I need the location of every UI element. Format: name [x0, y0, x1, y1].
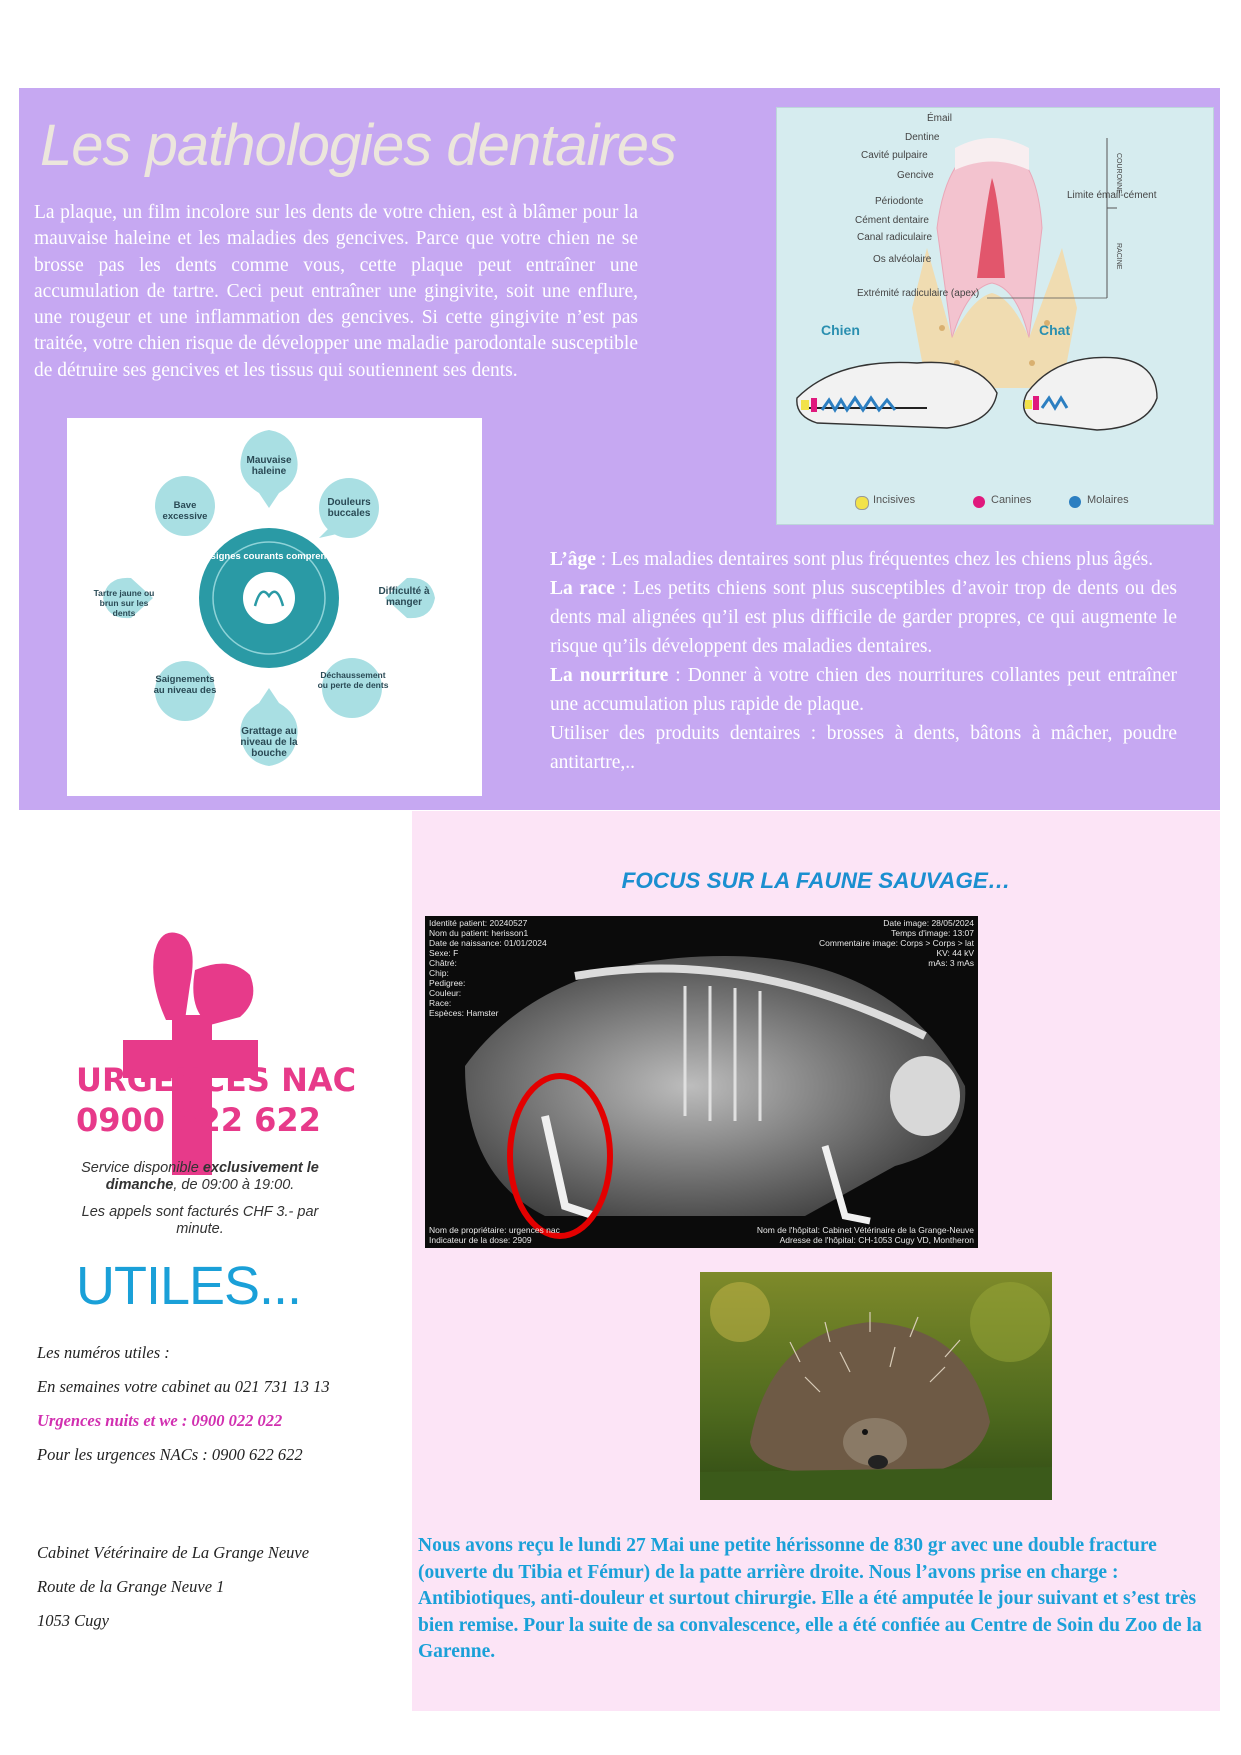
sign-douleurs-buccales: Douleurs buccales — [327, 497, 371, 519]
label-chat: Chat — [1039, 322, 1071, 338]
legend-canines-icon — [973, 496, 985, 508]
xray-meta-right: Date image: 28/05/2024 Temps d'image: 13:07 Commentaire image: Corps > Corps > lat KV: 44 kV mAs: 3 mAs — [819, 918, 974, 968]
address-street: Route de la Grange Neuve 1 — [37, 1577, 225, 1596]
utiles-heading: UTILES... — [76, 1256, 302, 1316]
numbers-heading: Les numéros utiles : — [37, 1343, 170, 1362]
label-os: Os alvéolaire — [873, 254, 932, 265]
label-chien: Chien — [821, 322, 860, 338]
sign-saignements: Saignements au niveau des — [153, 674, 217, 696]
tooth-anatomy-diagram — [776, 107, 1214, 525]
label-racine: RACINE — [1115, 243, 1122, 270]
factor-age: L’âge : Les maladies dentaires sont plus fréquentes chez les chiens plus âgés. — [550, 549, 1154, 570]
signs-center-label: Les signes courants comprennent — [191, 551, 347, 562]
xray-meta-left: Identité patient: 20240527 Nom du patient: herisson1 Date de naissance: 01/01/2024 Sexe: F Châtré: Chip: Pedigree: Couleur: Race: Espèces: Hamster — [429, 918, 547, 1018]
label-gencive: Gencive — [897, 170, 934, 181]
xray-meta-bottom-left: Nom de propriétaire: urgences nac Indicateur de la dose: 2909 — [429, 1225, 560, 1245]
hedgehog-illustration — [700, 1272, 1052, 1500]
signs-infographic — [67, 418, 482, 796]
label-periodonte: Périodonte — [875, 196, 924, 207]
tooth-illustration — [777, 108, 1213, 524]
label-email: Émail — [927, 113, 953, 124]
label-dentine: Dentine — [905, 132, 940, 143]
numbers-week: En semaines votre cabinet au 021 731 13 13 — [37, 1377, 330, 1396]
risk-factors — [550, 545, 1177, 777]
numbers-nights: Urgences nuits et we : 0900 022 022 — [37, 1411, 283, 1430]
factor-nourriture: La nourriture : Donner à votre chien des nourritures collantes peut entraîner une accumulation plus rapide de plaque. — [550, 665, 1177, 715]
xray-image — [425, 916, 978, 1248]
numbers-nac: Pour les urgences NACs : 0900 622 622 — [37, 1445, 303, 1464]
factor-produits: Utiliser des produits dentaires : brosses à dents, bâtons à mâcher, poudre antitartre,.. — [550, 723, 1177, 773]
sign-dechaussement: Déchaussement ou perte de dents — [317, 670, 389, 690]
sign-grattage: Grattage au niveau de la bouche — [240, 726, 298, 759]
legend-canines: Canines — [991, 494, 1032, 506]
sign-tartre: Tartre jaune ou brun sur les dents — [93, 588, 155, 618]
sign-difficulte-manger: Difficulté à manger — [378, 586, 430, 608]
sign-bave: Bave excessive — [162, 500, 208, 522]
label-couronne: COURONNE — [1115, 153, 1122, 194]
legend-incisives-icon — [855, 496, 869, 510]
label-cement: Cément dentaire — [855, 215, 929, 226]
label-limite: Limite émail-cément — [1067, 190, 1157, 201]
page-title: Les pathologies dentaires — [40, 113, 677, 178]
urgences-nac-title: URGENCES NAC 0900 622 622 — [76, 1061, 357, 1139]
legend-molaires: Molaires — [1087, 494, 1129, 506]
hedgehog-photo — [700, 1272, 1052, 1500]
legend-incisives: Incisives — [873, 494, 916, 506]
xray-meta-bottom-right: Nom de l'hôpital: Cabinet Vétérinaire de la Grange-Neuve Adresse de l'hôpital: CH-1053 Cugy VD, Montheron — [756, 1225, 974, 1245]
address-name: Cabinet Vétérinaire de La Grange Neuve — [37, 1543, 310, 1562]
intro-paragraph: La plaque, un film incolore sur les dents de votre chien, est à blâmer pour la mauvaise haleine et les maladies des gencives. Parce que votre chien ne se brosse pas les dents comme vous, cette plaque peut entraîner une accumulation de tartre. Ceci peut entraîner une gingivite, soit une enflure, une rougeur et une inflammation des gencives. Si cette gingivite n’est pas traitée, votre chien risque de développer une maladie parodontale susceptible de détruire ses gencives et les tissus qui soutiennent ses dents. — [34, 202, 638, 381]
skulls-illustration — [777, 338, 1213, 448]
legend-molaires-icon — [1069, 496, 1081, 508]
urgences-info: Service disponible exclusivement le dimanche, de 09:00 à 19:00. Les appels sont facturés CHF 3.- par minute. — [81, 1160, 319, 1237]
address-city: 1053 Cugy — [37, 1611, 109, 1630]
label-cavite: Cavité pulpaire — [861, 150, 928, 161]
focus-heading: FOCUS SUR LA FAUNE SAUVAGE… — [621, 868, 1011, 893]
factor-race: La race : Les petits chiens sont plus susceptibles d’avoir trop de dents ou des dents mal alignées qu’il est plus difficile de garder propres, ce qui augmente le risque qu’ils développent des maladies dentaires. — [550, 578, 1177, 657]
label-apex: Extrémité radiculaire (apex) — [857, 288, 980, 299]
label-canal: Canal radiculaire — [857, 232, 933, 243]
sign-mauvaise-haleine: Mauvaise haleine — [246, 455, 292, 477]
hedgehog-story: Nous avons reçu le lundi 27 Mai une petite hérissonne de 830 gr avec une double fracture (ouverte du Tibia et Fémur) de la patte arrière droite. Nous l’avons prise en charge : Antibiotiques, anti-douleur et surtout chirurgie. Elle a été amputée le jour suivant et s’est très bien remise. Pour la suite de sa convalescence, elle a été confiée au Centre de Soin du Zoo de la Garenne. — [418, 1535, 1202, 1662]
